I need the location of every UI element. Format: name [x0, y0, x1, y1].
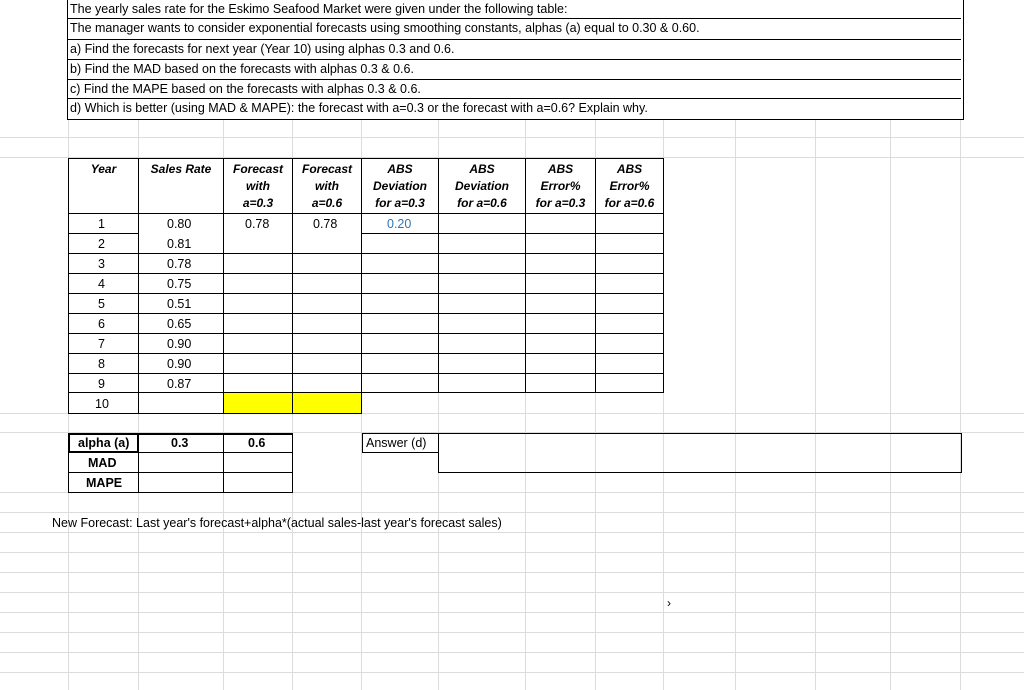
- alpha1-cell[interactable]: [138, 433, 224, 453]
- mape-label-cell[interactable]: [68, 472, 139, 493]
- sales-cell[interactable]: 0.87: [167, 377, 192, 391]
- forecast-06-year1[interactable]: 0.78: [313, 217, 338, 231]
- header-abserr-06-l1: ABS: [616, 162, 643, 176]
- sales-cell[interactable]: 0.78: [167, 257, 192, 271]
- mad-06-cell[interactable]: [223, 452, 293, 473]
- question-b: b) Find the MAD based on the forecasts with alphas 0.3 & 0.6.: [70, 62, 414, 76]
- header-absdev-03-l1: ABS: [387, 162, 413, 176]
- header-absdev-03[interactable]: [361, 158, 439, 214]
- header-abserr-03-l1: ABS: [547, 162, 574, 176]
- header-sales-rate[interactable]: [138, 158, 224, 214]
- absdev-03-year1[interactable]: 0.20: [387, 217, 412, 231]
- sales-cell[interactable]: 0.51: [167, 297, 192, 311]
- year-cell[interactable]: 6: [98, 317, 105, 331]
- stray-mark: ›: [667, 596, 671, 610]
- question-line-intro: The yearly sales rate for the Eskimo Seafood Market were given under the following table:: [70, 2, 568, 16]
- year-cell[interactable]: 10: [95, 397, 109, 411]
- question-d: d) Which is better (using MAD & MAPE): the forecast with a=0.3 or the forecast with a=0.6? Explain why.: [70, 101, 648, 115]
- year-cell[interactable]: 8: [98, 357, 105, 371]
- header-abserr-06-l2: Error%: [609, 179, 650, 193]
- forecast-06-year10-cell[interactable]: [293, 393, 361, 413]
- question-a: a) Find the forecasts for next year (Year 10) using alphas 0.3 and 0.6.: [70, 42, 455, 56]
- year-cell[interactable]: 5: [98, 297, 105, 311]
- header-abserr-06-l3: for a=0.6: [604, 196, 655, 210]
- mape-label: MAPE: [86, 476, 123, 490]
- answer-label: Answer (d): [366, 436, 427, 450]
- sales-cell[interactable]: 0.75: [167, 277, 192, 291]
- header-forecast-06-l2: with: [315, 179, 339, 193]
- header-forecast-03[interactable]: [223, 158, 293, 214]
- header-forecast-06[interactable]: [292, 158, 362, 214]
- header-absdev-06[interactable]: [438, 158, 526, 214]
- header-year[interactable]: [68, 158, 139, 214]
- mad-03-cell[interactable]: [138, 452, 224, 473]
- year-cell[interactable]: 2: [98, 237, 105, 251]
- header-sales-rate-label: Sales Rate: [150, 162, 212, 176]
- question-line-setup: The manager wants to consider exponential forecasts using smoothing constants, alphas (a) equal to 0.30 & 0.60.: [70, 21, 700, 35]
- question-c: c) Find the MAPE based on the forecasts with alphas 0.3 & 0.6.: [70, 82, 421, 96]
- header-abserr-06[interactable]: [595, 158, 664, 214]
- header-forecast-03-l3: a=0.3: [242, 196, 274, 210]
- year-cell[interactable]: 9: [98, 377, 105, 391]
- sales-cell[interactable]: 0.81: [167, 237, 192, 251]
- mape-03-cell[interactable]: [138, 472, 224, 493]
- header-abserr-03-l2: Error%: [540, 179, 581, 193]
- question-block: [67, 0, 964, 120]
- header-absdev-03-l2: Deviation: [372, 179, 427, 193]
- header-forecast-06-l3: a=0.6: [311, 196, 343, 210]
- header-abserr-03[interactable]: [525, 158, 596, 214]
- answer-label-cell[interactable]: [362, 433, 439, 453]
- header-year-label: Year: [90, 162, 117, 176]
- formula-note: New Forecast: Last year's forecast+alpha*(actual sales-last year's forecast sales): [52, 516, 502, 530]
- header-abserr-03-l3: for a=0.3: [535, 196, 586, 210]
- year-cell[interactable]: 3: [98, 257, 105, 271]
- forecast-03-year10-cell[interactable]: [224, 393, 292, 413]
- header-absdev-06-l1: ABS: [469, 162, 495, 176]
- header-absdev-06-l3: for a=0.6: [457, 196, 507, 210]
- year-cell[interactable]: 4: [98, 277, 105, 291]
- sales-cell[interactable]: 0.65: [167, 317, 192, 331]
- sales-cell[interactable]: 0.90: [167, 337, 192, 351]
- header-absdev-06-l2: Deviation: [454, 179, 509, 193]
- alpha1-value: 0.3: [171, 436, 189, 450]
- header-forecast-06-l1: Forecast: [301, 162, 353, 176]
- alpha2-value: 0.6: [248, 436, 266, 450]
- forecast-03-year1[interactable]: 0.78: [245, 217, 270, 231]
- sales-cell[interactable]: 0.90: [167, 357, 192, 371]
- header-forecast-03-l1: Forecast: [232, 162, 284, 176]
- answer-input-box[interactable]: [438, 433, 962, 473]
- header-absdev-03-l3: for a=0.3: [375, 196, 425, 210]
- mad-label: MAD: [88, 456, 117, 470]
- mape-06-cell[interactable]: [223, 472, 293, 493]
- alpha2-cell[interactable]: [223, 433, 293, 453]
- header-forecast-03-l2: with: [246, 179, 270, 193]
- alpha-label-cell[interactable]: [68, 433, 139, 453]
- sales-cell[interactable]: 0.80: [167, 217, 192, 231]
- year-cell[interactable]: 1: [98, 217, 105, 231]
- mad-label-cell[interactable]: [68, 452, 139, 473]
- year-cell[interactable]: 7: [98, 337, 105, 351]
- alpha-label: alpha (a): [78, 436, 130, 450]
